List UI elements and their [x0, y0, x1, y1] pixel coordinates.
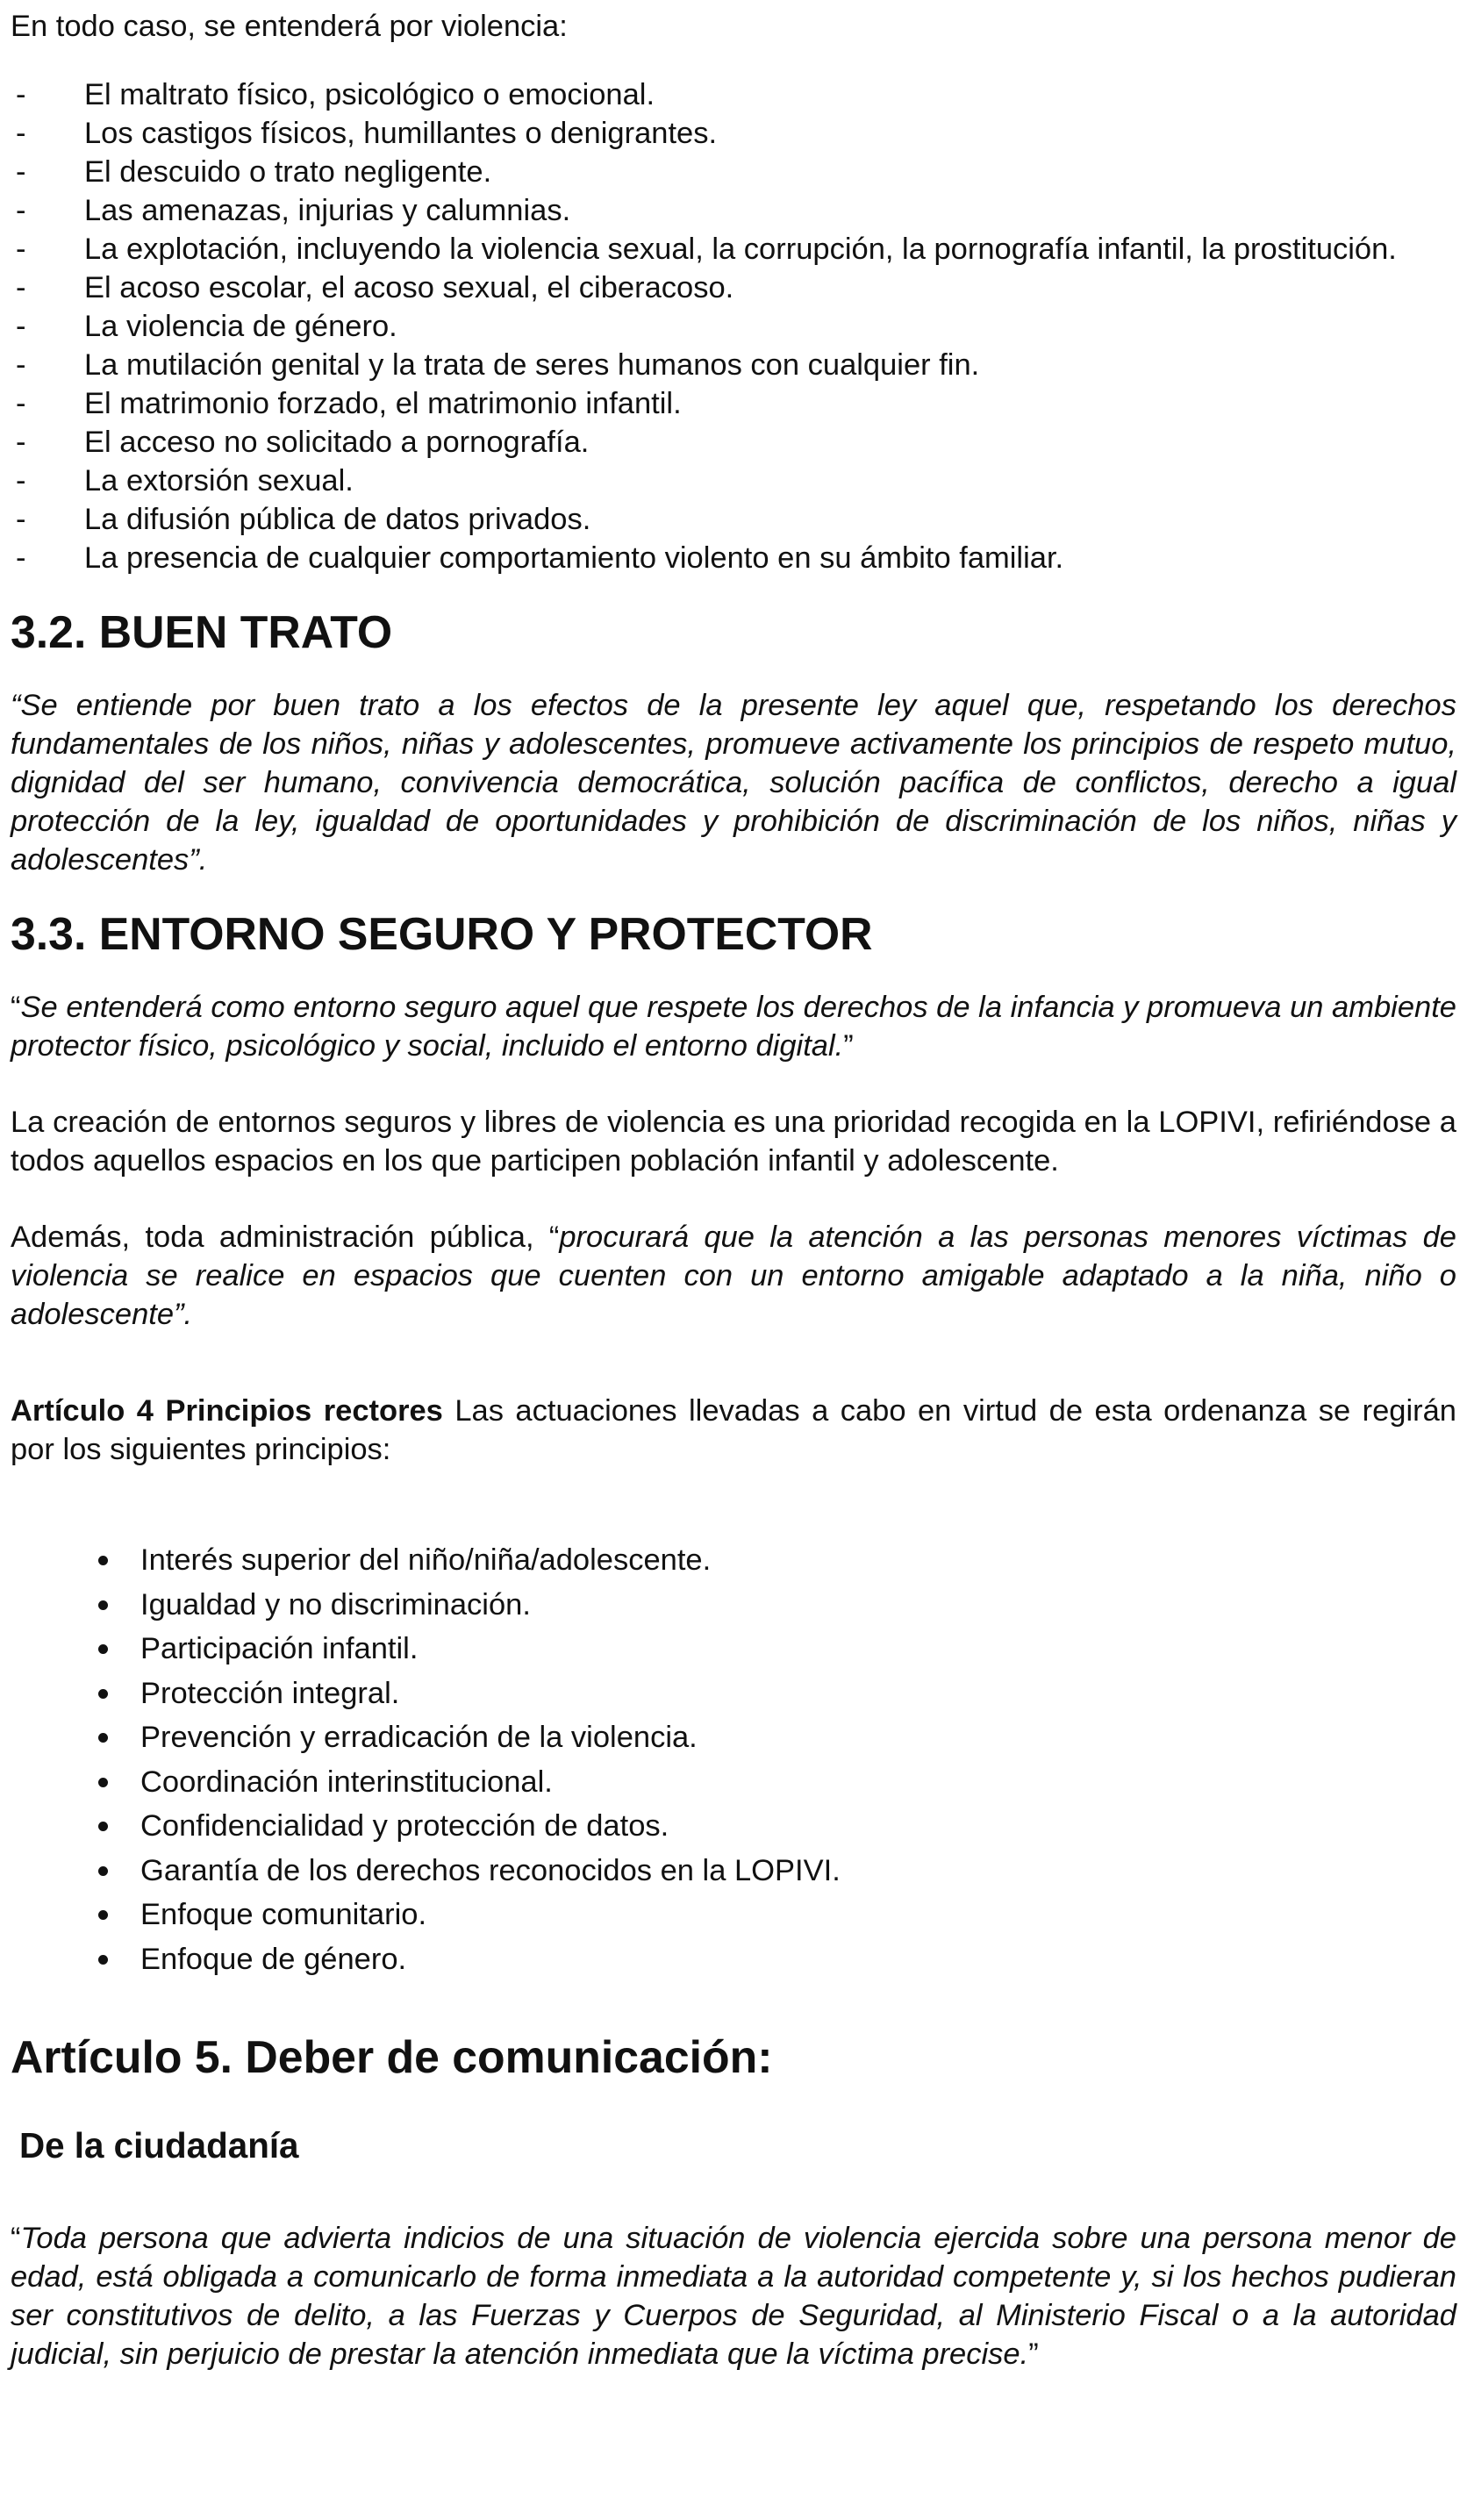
list-item: - La violencia de género. — [11, 307, 1456, 346]
principles-list — [11, 1538, 1456, 1981]
list-item: - El descuido o trato negligente. — [11, 153, 1456, 191]
list-item: - Los castigos físicos, humillantes o denigrantes. — [11, 114, 1456, 153]
list-item: Enfoque de género. — [11, 1937, 1456, 1982]
dash-marker: - — [16, 155, 26, 189]
dash-marker: - — [16, 78, 26, 111]
ciudadania-subheading: De la ciudadanía — [19, 2125, 299, 2166]
bullet-icon — [98, 1600, 108, 1610]
list-item: - La explotación, incluyendo la violencia sexual, la corrupción, la pornografía infantil, la prostitución. — [11, 230, 1456, 268]
list-item: - El maltrato físico, psicológico o emocional. — [11, 75, 1456, 114]
administration-paragraph: Además, toda administración pública, “procurará que la atención a las personas menores víctimas de violencia se realice en espacios que cuenten con un entorno amigable adaptado a la niña, niño o adolescente”. — [11, 1221, 1456, 1331]
intro-paragraph: En todo caso, se entenderá por violencia: — [11, 10, 568, 43]
bullet-icon — [98, 1733, 108, 1743]
list-item: Garantía de los derechos reconocidos en la LOPIVI. — [11, 1849, 1456, 1894]
buen-trato-quote: “Se entiende por buen trato a los efectos de la presente ley aquel que, respetando los derechos fundamentales de los niños, niñas y adolescentes, promueve activamente los principios de respeto mutuo, dignidad del ser humano, convivencia democrática, solución pacífica de conflictos, derecho a igual protección de la ley, igualdad de oportunidades y prohibición de discriminación de los niños, niñas y adolescentes”. — [11, 689, 1456, 877]
bullet-icon — [98, 1689, 108, 1699]
dash-marker: - — [16, 348, 26, 382]
entorno-seguro-quote: “Se entenderá como entorno seguro aquel que respete los derechos de la infancia y promueva un ambiente protector físico, psicológico y social, incluido el entorno digital.” — [11, 991, 1456, 1063]
list-item: - La presencia de cualquier comportamiento violento en su ámbito familiar. — [11, 539, 1456, 577]
bullet-icon — [98, 1644, 108, 1654]
dash-marker: - — [16, 117, 26, 150]
list-item: Enfoque comunitario. — [11, 1893, 1456, 1937]
dash-marker: - — [16, 426, 26, 459]
article-5-heading: Artículo 5. Deber de comunicación: — [11, 2031, 773, 2082]
list-item: Prevención y erradicación de la violencia. — [11, 1715, 1456, 1760]
bullet-icon — [98, 1822, 108, 1831]
dash-marker: - — [16, 541, 26, 575]
article-4-paragraph: Artículo 4 Principios rectores Las actuaciones llevadas a cabo en virtud de esta ordenanza se regirán por los siguientes principios: — [11, 1394, 1456, 1466]
list-item: - La mutilación genital y la trata de seres humanos con cualquier fin. — [11, 346, 1456, 384]
list-item: Igualdad y no discriminación. — [11, 1583, 1456, 1628]
list-item: - El acoso escolar, el acoso sexual, el ciberacoso. — [11, 268, 1456, 307]
dash-marker: - — [16, 310, 26, 343]
dash-marker: - — [16, 233, 26, 266]
bullet-icon — [98, 1910, 108, 1920]
list-item: Coordinación interinstitucional. — [11, 1760, 1456, 1805]
violence-list — [11, 75, 1456, 577]
bullet-icon — [98, 1955, 108, 1965]
bullet-icon — [98, 1556, 108, 1565]
list-item: - El acceso no solicitado a pornografía. — [11, 423, 1456, 462]
list-item: - El matrimonio forzado, el matrimonio infantil. — [11, 384, 1456, 423]
list-item: - La extorsión sexual. — [11, 462, 1456, 500]
list-item: - Las amenazas, injurias y calumnias. — [11, 191, 1456, 230]
list-item: Interés superior del niño/niña/adolescente. — [11, 1538, 1456, 1583]
section-heading-buen-trato: 3.2. BUEN TRATO — [11, 606, 393, 657]
dash-marker: - — [16, 194, 26, 227]
bullet-icon — [98, 1866, 108, 1876]
lopivi-paragraph: La creación de entornos seguros y libres de violencia es una prioridad recogida en la LOPIVI, refiriéndose a todos aquellos espacios en los que participen población infantil y adolescente. — [11, 1106, 1456, 1178]
bullet-icon — [98, 1778, 108, 1787]
list-item: Participación infantil. — [11, 1627, 1456, 1672]
document-page — [11, 0, 1456, 2373]
dash-marker: - — [16, 387, 26, 420]
dash-marker: - — [16, 271, 26, 304]
list-item: Protección integral. — [11, 1672, 1456, 1716]
list-item: - La difusión pública de datos privados. — [11, 500, 1456, 539]
list-item: Confidencialidad y protección de datos. — [11, 1804, 1456, 1849]
article-4-title: Artículo 4 Principios rectores — [11, 1394, 443, 1428]
section-heading-entorno-seguro: 3.3. ENTORNO SEGURO Y PROTECTOR — [11, 908, 873, 959]
ciudadania-quote: “Toda persona que advierta indicios de una situación de violencia ejercida sobre una persona menor de edad, está obligada a comunicarlo de forma inmediata a la autoridad competente y, si los hechos pudieran ser constitutivos de delito, a las Fuerzas y Cuerpos de Seguridad, al Ministerio Fiscal o a la autoridad judicial, sin perjuicio de prestar la atención inmediata que la víctima precise.” — [11, 2222, 1456, 2371]
dash-marker: - — [16, 503, 26, 536]
dash-marker: - — [16, 464, 26, 498]
